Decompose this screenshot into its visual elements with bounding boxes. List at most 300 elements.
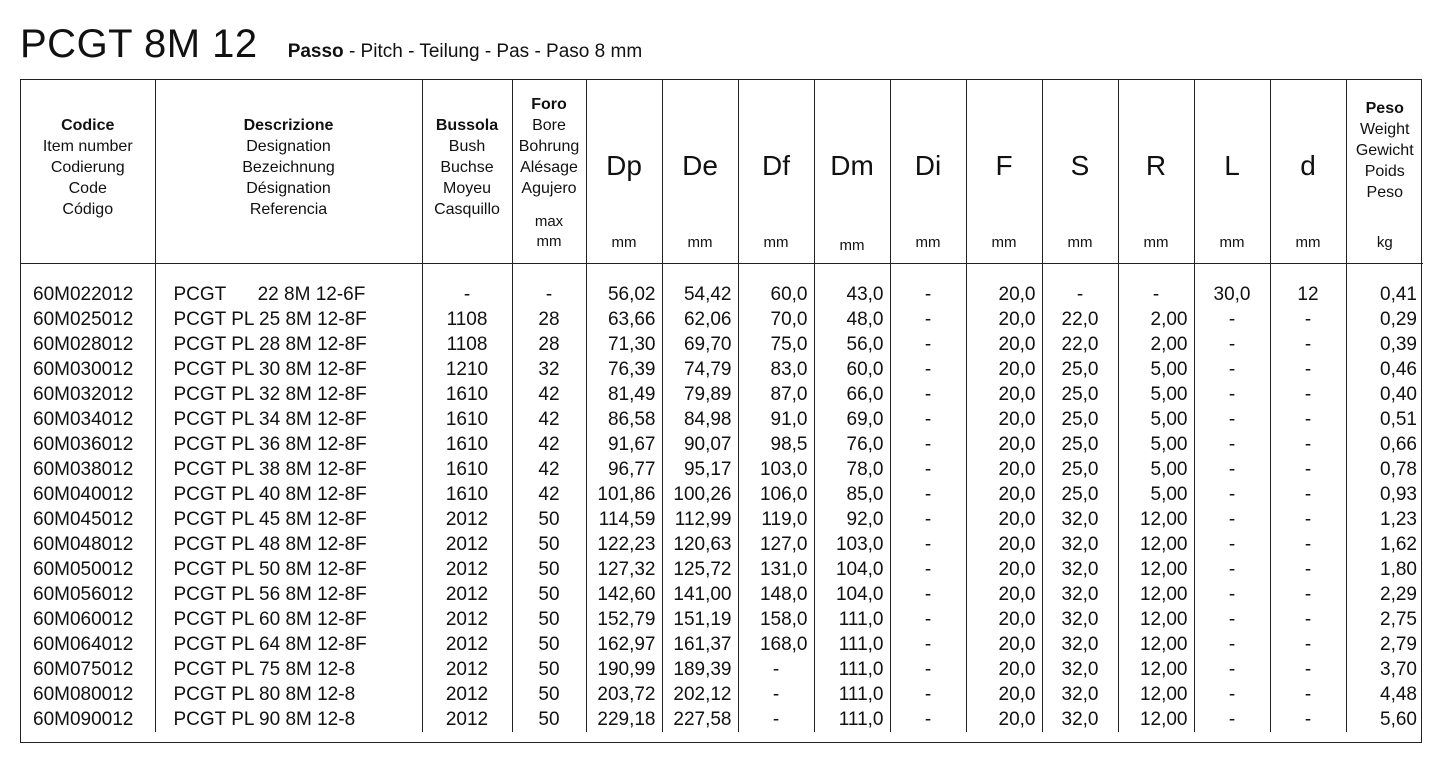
cell-descrizione: PCGT PL 64 8M 12-8F xyxy=(155,632,422,657)
cell-dp: 96,77 xyxy=(586,457,662,482)
cell-descrizione: PCGT PL 40 8M 12-8F xyxy=(155,482,422,507)
header-dp-label: Dp xyxy=(606,150,642,181)
cell-l: - xyxy=(1194,507,1270,532)
cell-codice: 60M064012 xyxy=(33,634,134,655)
cell-dm: 60,0 xyxy=(814,357,890,382)
cell-dp: 76,39 xyxy=(586,357,662,382)
header-foro-de: Bohrung xyxy=(518,138,580,155)
header-dp xyxy=(586,80,662,264)
cell-bussola: 1610 xyxy=(422,482,512,507)
cell-di: - xyxy=(890,657,966,682)
cell-peso: 3,70 xyxy=(1346,657,1423,682)
cell-df: - xyxy=(738,682,814,707)
cell-s: 32,0 xyxy=(1042,682,1118,707)
cell-f: 20,0 xyxy=(966,707,1042,732)
cell-bussola: 1610 xyxy=(422,407,512,432)
header-codice-de: Codierung xyxy=(50,159,125,176)
header-de-unit: mm xyxy=(687,234,713,251)
table-row xyxy=(21,264,1423,308)
cell-l: - xyxy=(1194,557,1270,582)
pitch-translations: - Pitch - Teilung - Pas - Paso 8 mm xyxy=(343,41,643,62)
cell-d: - xyxy=(1270,307,1346,332)
header-foro-label: Foro xyxy=(531,96,567,113)
cell-r: 12,00 xyxy=(1118,657,1194,682)
header-codice-en: Item number xyxy=(42,138,133,155)
header-f xyxy=(966,80,1042,264)
cell-codice: 60M034012 xyxy=(33,409,134,430)
cell-de: 125,72 xyxy=(662,557,738,582)
cell-f: 20,0 xyxy=(966,582,1042,607)
header-peso-label: Peso xyxy=(1365,100,1404,117)
cell-dm: 92,0 xyxy=(814,507,890,532)
cell-dm: 104,0 xyxy=(814,557,890,582)
cell-r: 5,00 xyxy=(1118,382,1194,407)
cell-foro: 50 xyxy=(512,707,586,732)
cell-f: 20,0 xyxy=(966,307,1042,332)
cell-descrizione: PCGT PL 60 8M 12-8F xyxy=(155,607,422,632)
cell-l: - xyxy=(1194,357,1270,382)
cell-foro: 50 xyxy=(512,632,586,657)
cell-descrizione: PCGT PL 32 8M 12-8F xyxy=(155,382,422,407)
cell-bussola: 1610 xyxy=(422,457,512,482)
cell-di: - xyxy=(890,707,966,732)
cell-de: 69,70 xyxy=(662,332,738,357)
cell-r: 2,00 xyxy=(1118,332,1194,357)
cell-df: 91,0 xyxy=(738,407,814,432)
cell-bussola: 2012 xyxy=(422,532,512,557)
cell-df: 127,0 xyxy=(738,532,814,557)
cell-codice: 60M038012 xyxy=(33,459,134,480)
cell-codice: 60M036012 xyxy=(33,434,134,455)
cell-descrizione: PCGT PL 28 8M 12-8F xyxy=(155,332,422,357)
cell-codice: 60M060012 xyxy=(33,609,134,630)
table-row xyxy=(21,307,1423,332)
cell-f: 20,0 xyxy=(966,382,1042,407)
cell-di: - xyxy=(890,632,966,657)
table-row xyxy=(21,707,1423,732)
cell-s: - xyxy=(1042,264,1118,308)
cell-descrizione: PCGT PL 48 8M 12-8F xyxy=(155,532,422,557)
cell-codice: 60M025012 xyxy=(33,309,134,330)
header-foro-en: Bore xyxy=(532,117,566,134)
cell-r: 5,00 xyxy=(1118,482,1194,507)
cell-f: 20,0 xyxy=(966,407,1042,432)
header-de-label: De xyxy=(682,150,718,181)
cell-df: 158,0 xyxy=(738,607,814,632)
header-foro-fr: Alésage xyxy=(520,159,578,176)
cell-f: 20,0 xyxy=(966,432,1042,457)
header-s-label: S xyxy=(1070,150,1090,181)
cell-descrizione: PCGT PL 34 8M 12-8F xyxy=(155,407,422,432)
cell-dm: 69,0 xyxy=(814,407,890,432)
header-peso-en: Weight xyxy=(1359,121,1410,138)
cell-bussola: 1108 xyxy=(422,307,512,332)
cell-de: 79,89 xyxy=(662,382,738,407)
cell-l: - xyxy=(1194,707,1270,732)
cell-l: - xyxy=(1194,582,1270,607)
cell-f: 20,0 xyxy=(966,482,1042,507)
cell-peso: 2,75 xyxy=(1346,607,1423,632)
cell-d: - xyxy=(1270,657,1346,682)
cell-dm: 103,0 xyxy=(814,532,890,557)
cell-bussola: 2012 xyxy=(422,607,512,632)
cell-dm: 78,0 xyxy=(814,457,890,482)
table-row xyxy=(21,507,1423,532)
cell-foro: 50 xyxy=(512,657,586,682)
cell-peso: 1,80 xyxy=(1346,557,1423,582)
cell-foro: 50 xyxy=(512,532,586,557)
cell-di: - xyxy=(890,307,966,332)
cell-dp: 203,72 xyxy=(586,682,662,707)
cell-di: - xyxy=(890,682,966,707)
cell-dp: 71,30 xyxy=(586,332,662,357)
header-d-unit: mm xyxy=(1295,234,1321,251)
pitch-subtitle xyxy=(288,41,642,63)
cell-de: 62,06 xyxy=(662,307,738,332)
table-row xyxy=(21,532,1423,557)
cell-peso: 0,39 xyxy=(1346,332,1423,357)
cell-s: 32,0 xyxy=(1042,582,1118,607)
cell-r: 12,00 xyxy=(1118,682,1194,707)
cell-de: 141,00 xyxy=(662,582,738,607)
cell-di: - xyxy=(890,582,966,607)
cell-r: 12,00 xyxy=(1118,582,1194,607)
cell-f: 20,0 xyxy=(966,632,1042,657)
cell-df: 148,0 xyxy=(738,582,814,607)
cell-peso: 4,48 xyxy=(1346,682,1423,707)
cell-dm: 111,0 xyxy=(814,632,890,657)
cell-codice: 60M050012 xyxy=(33,559,134,580)
title-row xyxy=(20,22,642,67)
header-peso xyxy=(1346,80,1423,264)
cell-r: - xyxy=(1118,264,1194,308)
cell-peso: 5,60 xyxy=(1346,707,1423,732)
cell-foro: 42 xyxy=(512,457,586,482)
header-d-label: d xyxy=(1300,150,1316,181)
header-codice-label: Codice xyxy=(61,117,115,134)
header-peso-de: Gewicht xyxy=(1355,142,1414,159)
cell-f: 20,0 xyxy=(966,532,1042,557)
cell-de: 54,42 xyxy=(662,264,738,308)
cell-l: - xyxy=(1194,607,1270,632)
header-codice-es: Código xyxy=(62,201,114,218)
cell-peso: 1,62 xyxy=(1346,532,1423,557)
cell-l: - xyxy=(1194,457,1270,482)
header-l-label: L xyxy=(1224,150,1240,181)
cell-df: - xyxy=(738,707,814,732)
cell-d: - xyxy=(1270,482,1346,507)
cell-dm: 66,0 xyxy=(814,382,890,407)
cell-f: 20,0 xyxy=(966,682,1042,707)
header-l-unit: mm xyxy=(1219,234,1245,251)
cell-l: - xyxy=(1194,407,1270,432)
cell-s: 32,0 xyxy=(1042,607,1118,632)
cell-peso: 2,79 xyxy=(1346,632,1423,657)
cell-peso: 0,40 xyxy=(1346,382,1423,407)
header-f-label: F xyxy=(995,150,1013,181)
header-di-label: Di xyxy=(914,150,942,181)
cell-r: 12,00 xyxy=(1118,507,1194,532)
header-descrizione-es: Referencia xyxy=(249,201,328,218)
cell-df: - xyxy=(738,657,814,682)
cell-r: 12,00 xyxy=(1118,707,1194,732)
header-codice-fr: Code xyxy=(68,180,107,197)
cell-descrizione: PCGT PL 36 8M 12-8F xyxy=(155,432,422,457)
cell-descrizione: PCGT PL 56 8M 12-8F xyxy=(155,582,422,607)
cell-dp: 162,97 xyxy=(586,632,662,657)
table-row xyxy=(21,482,1423,507)
cell-foro: 42 xyxy=(512,482,586,507)
cell-r: 12,00 xyxy=(1118,532,1194,557)
header-df-label: Df xyxy=(762,150,790,181)
cell-dp: 190,99 xyxy=(586,657,662,682)
table-header-row xyxy=(21,80,1423,264)
cell-codice: 60M040012 xyxy=(33,484,134,505)
cell-l: - xyxy=(1194,482,1270,507)
cell-peso: 1,23 xyxy=(1346,507,1423,532)
cell-s: 25,0 xyxy=(1042,457,1118,482)
cell-dp: 63,66 xyxy=(586,307,662,332)
cell-de: 90,07 xyxy=(662,432,738,457)
cell-r: 5,00 xyxy=(1118,357,1194,382)
cell-dm: 48,0 xyxy=(814,307,890,332)
cell-r: 12,00 xyxy=(1118,607,1194,632)
cell-r: 12,00 xyxy=(1118,632,1194,657)
header-descrizione xyxy=(155,80,422,264)
cell-r: 5,00 xyxy=(1118,407,1194,432)
cell-s: 25,0 xyxy=(1042,357,1118,382)
cell-dm: 85,0 xyxy=(814,482,890,507)
cell-bussola: 2012 xyxy=(422,682,512,707)
cell-s: 32,0 xyxy=(1042,532,1118,557)
cell-di: - xyxy=(890,532,966,557)
page-title: PCGT 8M 12 xyxy=(20,22,258,66)
cell-codice: 60M075012 xyxy=(33,659,134,680)
cell-descrizione: PCGT 22 8M 12-6F xyxy=(155,264,422,308)
header-r-label: R xyxy=(1145,150,1167,181)
header-foro-max: max xyxy=(534,213,564,230)
cell-de: 120,63 xyxy=(662,532,738,557)
cell-di: - xyxy=(890,407,966,432)
table-row xyxy=(21,632,1423,657)
header-bussola-fr: Moyeu xyxy=(442,180,492,197)
cell-codice: 60M022012 xyxy=(33,284,134,305)
cell-foro: 42 xyxy=(512,382,586,407)
cell-bussola: - xyxy=(422,264,512,308)
cell-descrizione: PCGT PL 30 8M 12-8F xyxy=(155,357,422,382)
cell-descrizione: PCGT PL 38 8M 12-8F xyxy=(155,457,422,482)
table-row xyxy=(21,432,1423,457)
cell-codice: 60M030012 xyxy=(33,359,134,380)
header-foro xyxy=(512,80,586,264)
cell-de: 95,17 xyxy=(662,457,738,482)
cell-bussola: 2012 xyxy=(422,657,512,682)
cell-dm: 76,0 xyxy=(814,432,890,457)
header-descrizione-label: Descrizione xyxy=(243,117,334,134)
cell-di: - xyxy=(890,482,966,507)
cell-s: 22,0 xyxy=(1042,332,1118,357)
table-row xyxy=(21,607,1423,632)
table-row xyxy=(21,332,1423,357)
cell-r: 12,00 xyxy=(1118,557,1194,582)
cell-df: 87,0 xyxy=(738,382,814,407)
cell-df: 75,0 xyxy=(738,332,814,357)
cell-peso: 0,51 xyxy=(1346,407,1423,432)
header-l xyxy=(1194,80,1270,264)
cell-de: 202,12 xyxy=(662,682,738,707)
header-dp-unit: mm xyxy=(611,234,637,251)
cell-foro: - xyxy=(512,264,586,308)
cell-df: 103,0 xyxy=(738,457,814,482)
cell-l: - xyxy=(1194,432,1270,457)
header-bussola-de: Buchse xyxy=(440,159,494,176)
cell-di: - xyxy=(890,457,966,482)
cell-peso: 0,41 xyxy=(1346,264,1423,308)
cell-de: 227,58 xyxy=(662,707,738,732)
cell-di: - xyxy=(890,507,966,532)
header-s xyxy=(1042,80,1118,264)
table-row xyxy=(21,682,1423,707)
cell-l: 30,0 xyxy=(1194,264,1270,308)
cell-codice: 60M080012 xyxy=(33,684,134,705)
cell-d: 12 xyxy=(1270,264,1346,308)
cell-bussola: 2012 xyxy=(422,632,512,657)
cell-d: - xyxy=(1270,557,1346,582)
cell-dp: 56,02 xyxy=(586,264,662,308)
table-row xyxy=(21,382,1423,407)
header-df-unit: mm xyxy=(763,234,789,251)
cell-dp: 81,49 xyxy=(586,382,662,407)
cell-peso: 0,66 xyxy=(1346,432,1423,457)
cell-df: 168,0 xyxy=(738,632,814,657)
cell-peso: 2,29 xyxy=(1346,582,1423,607)
cell-d: - xyxy=(1270,582,1346,607)
cell-dm: 111,0 xyxy=(814,682,890,707)
cell-codice: 60M045012 xyxy=(33,509,134,530)
cell-f: 20,0 xyxy=(966,457,1042,482)
cell-descrizione: PCGT PL 80 8M 12-8 xyxy=(155,682,422,707)
cell-foro: 50 xyxy=(512,557,586,582)
cell-s: 25,0 xyxy=(1042,382,1118,407)
cell-f: 20,0 xyxy=(966,357,1042,382)
cell-f: 20,0 xyxy=(966,657,1042,682)
cell-s: 25,0 xyxy=(1042,482,1118,507)
table-row xyxy=(21,557,1423,582)
cell-d: - xyxy=(1270,707,1346,732)
cell-de: 112,99 xyxy=(662,507,738,532)
product-table-frame xyxy=(20,79,1422,743)
cell-codice: 60M090012 xyxy=(33,709,134,730)
cell-df: 131,0 xyxy=(738,557,814,582)
cell-foro: 50 xyxy=(512,607,586,632)
cell-s: 32,0 xyxy=(1042,632,1118,657)
cell-l: - xyxy=(1194,682,1270,707)
cell-di: - xyxy=(890,382,966,407)
header-f-unit: mm xyxy=(991,234,1017,251)
cell-di: - xyxy=(890,357,966,382)
table-row xyxy=(21,457,1423,482)
cell-s: 25,0 xyxy=(1042,432,1118,457)
cell-peso: 0,78 xyxy=(1346,457,1423,482)
cell-codice: 60M056012 xyxy=(33,584,134,605)
cell-de: 161,37 xyxy=(662,632,738,657)
cell-f: 20,0 xyxy=(966,507,1042,532)
cell-f: 20,0 xyxy=(966,607,1042,632)
cell-f: 20,0 xyxy=(966,264,1042,308)
cell-bussola: 1610 xyxy=(422,432,512,457)
cell-foro: 50 xyxy=(512,582,586,607)
cell-dm: 111,0 xyxy=(814,707,890,732)
cell-s: 32,0 xyxy=(1042,507,1118,532)
cell-dm: 104,0 xyxy=(814,582,890,607)
header-peso-unit: kg xyxy=(1376,234,1393,251)
cell-foro: 42 xyxy=(512,407,586,432)
cell-dp: 127,32 xyxy=(586,557,662,582)
cell-r: 2,00 xyxy=(1118,307,1194,332)
cell-di: - xyxy=(890,607,966,632)
cell-f: 20,0 xyxy=(966,332,1042,357)
cell-df: 119,0 xyxy=(738,507,814,532)
cell-dp: 91,67 xyxy=(586,432,662,457)
cell-descrizione: PCGT PL 90 8M 12-8 xyxy=(155,707,422,732)
cell-l: - xyxy=(1194,382,1270,407)
cell-r: 5,00 xyxy=(1118,432,1194,457)
cell-de: 100,26 xyxy=(662,482,738,507)
header-descrizione-de: Bezeichnung xyxy=(242,159,335,176)
cell-dp: 86,58 xyxy=(586,407,662,432)
cell-bussola: 2012 xyxy=(422,507,512,532)
cell-l: - xyxy=(1194,632,1270,657)
header-peso-es: Peso xyxy=(1366,184,1403,201)
cell-r: 5,00 xyxy=(1118,457,1194,482)
cell-s: 32,0 xyxy=(1042,557,1118,582)
cell-de: 74,79 xyxy=(662,357,738,382)
cell-de: 151,19 xyxy=(662,607,738,632)
header-dm-label: Dm xyxy=(830,150,874,181)
cell-l: - xyxy=(1194,332,1270,357)
cell-d: - xyxy=(1270,407,1346,432)
header-d xyxy=(1270,80,1346,264)
cell-d: - xyxy=(1270,607,1346,632)
cell-d: - xyxy=(1270,507,1346,532)
cell-foro: 42 xyxy=(512,432,586,457)
header-di-unit: mm xyxy=(915,234,941,251)
cell-de: 189,39 xyxy=(662,657,738,682)
cell-dm: 111,0 xyxy=(814,607,890,632)
header-bussola-en: Bush xyxy=(448,138,486,155)
cell-peso: 0,93 xyxy=(1346,482,1423,507)
header-descrizione-en: Designation xyxy=(246,138,331,155)
cell-codice: 60M028012 xyxy=(33,334,134,355)
cell-f: 20,0 xyxy=(966,557,1042,582)
cell-s: 32,0 xyxy=(1042,657,1118,682)
header-di xyxy=(890,80,966,264)
cell-di: - xyxy=(890,557,966,582)
cell-df: 83,0 xyxy=(738,357,814,382)
cell-l: - xyxy=(1194,532,1270,557)
cell-bussola: 2012 xyxy=(422,557,512,582)
cell-peso: 0,29 xyxy=(1346,307,1423,332)
cell-d: - xyxy=(1270,532,1346,557)
cell-peso: 0,46 xyxy=(1346,357,1423,382)
cell-dm: 111,0 xyxy=(814,657,890,682)
cell-d: - xyxy=(1270,682,1346,707)
cell-s: 22,0 xyxy=(1042,307,1118,332)
cell-bussola: 2012 xyxy=(422,707,512,732)
cell-foro: 28 xyxy=(512,307,586,332)
cell-descrizione: PCGT PL 25 8M 12-8F xyxy=(155,307,422,332)
header-bussola xyxy=(422,80,512,264)
